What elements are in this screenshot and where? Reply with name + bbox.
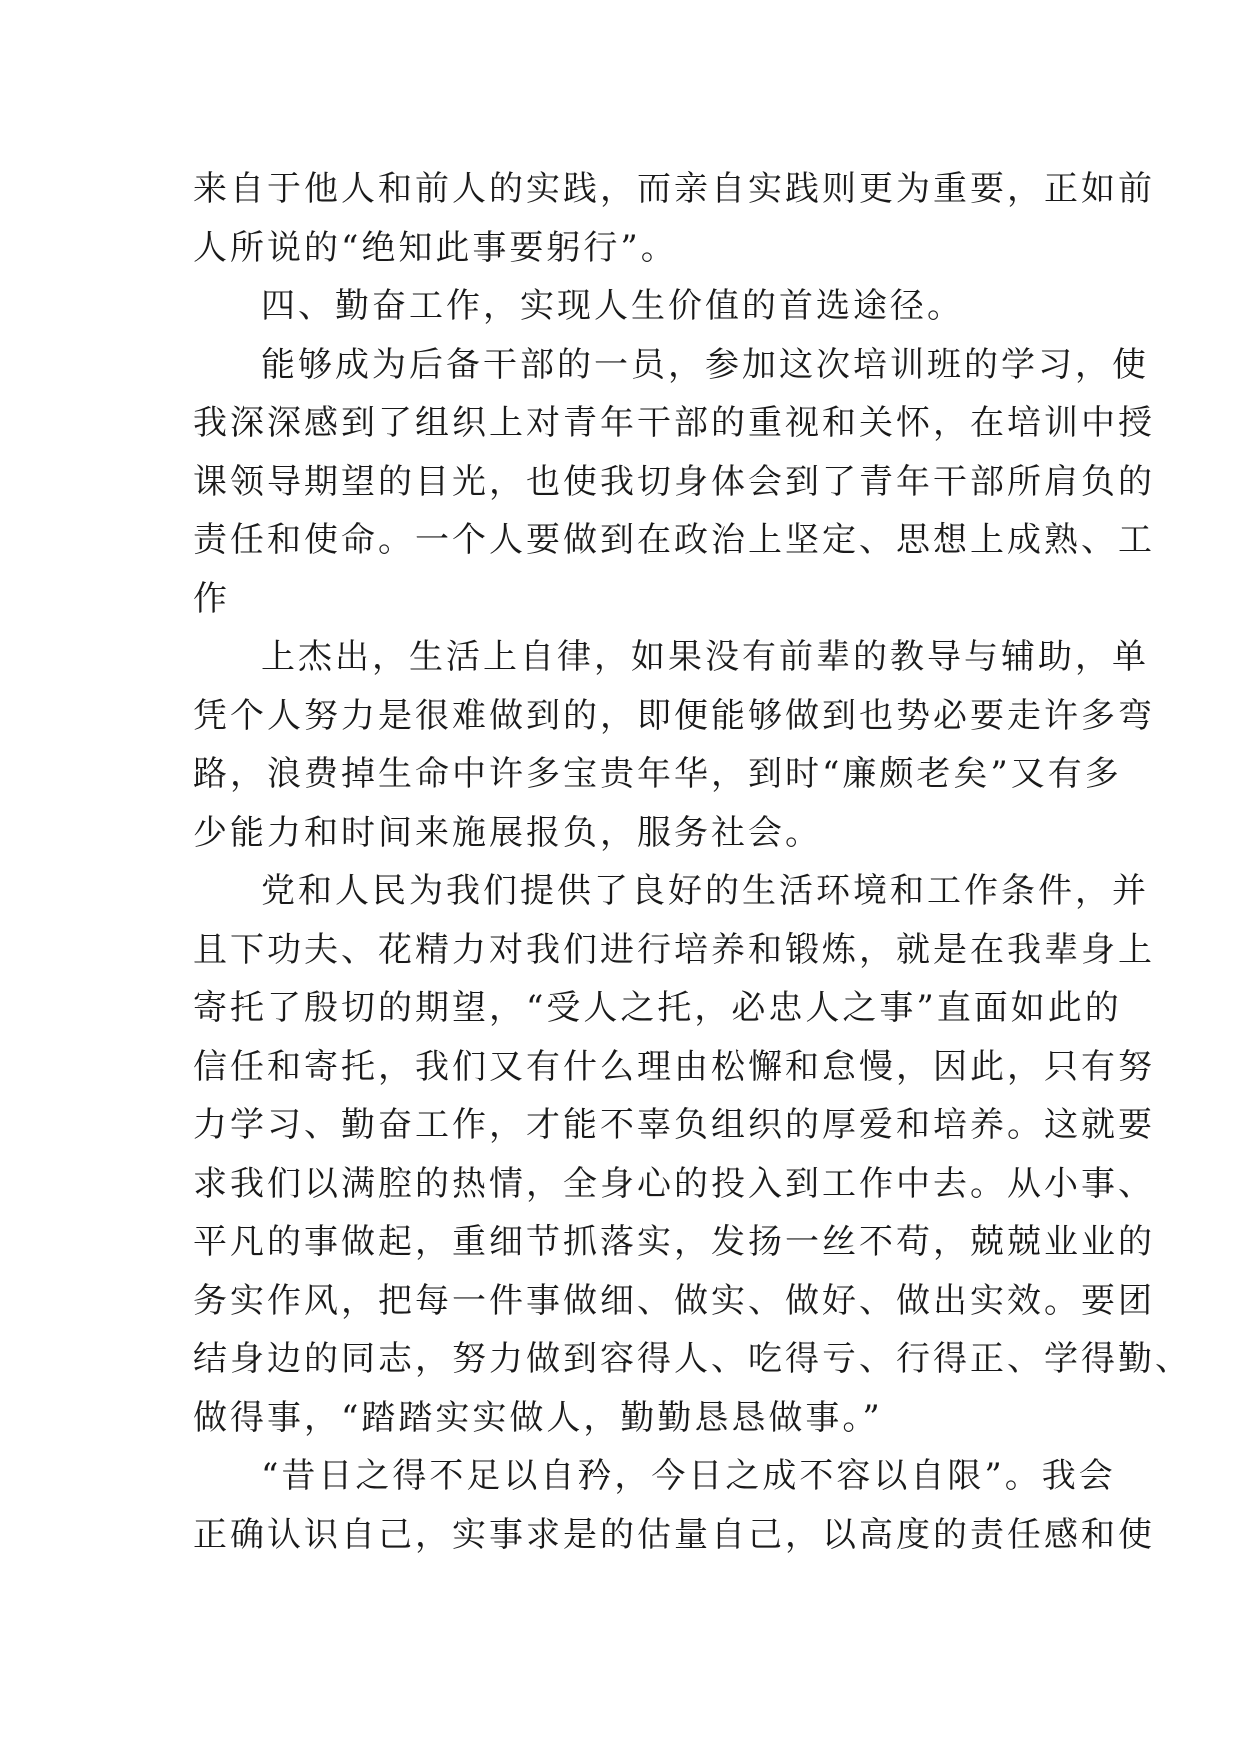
text-line: 课领导期望的目光，也使我切身体会到了青年干部所肩负的: [193, 461, 1155, 502]
text-line: 寄托了殷切的期望，“受人之托，必忠人之事”直面如此的: [193, 988, 1122, 1028]
text-line: 且下功夫、花精力对我们进行培养和锻炼，就是在我辈身上: [193, 929, 1155, 970]
text-line: 作: [193, 578, 230, 619]
text-line: 人所说的“绝知此事要躬行”。: [193, 227, 678, 268]
text-line: 平凡的事做起，重细节抓落实，发扬一丝不苟，兢兢业业的: [193, 1222, 1155, 1262]
text-line: 党和人民为我们提供了良好的生活环境和工作条件，并: [261, 871, 1149, 911]
text-line: 做得事，“踏踏实实做人，勤勤恳恳做事。”: [193, 1397, 883, 1438]
text-line: 结身边的同志，努力做到容得人、吃得亏、行得正、学得勤、: [193, 1339, 1192, 1379]
text-line: “昔日之得不足以自矜，今日之成不容以自限”。我会: [261, 1456, 1116, 1496]
body-text: [193, 160, 1192, 1564]
text-line: 务实作风，把每一件事做细、做实、做好、做出实效。要团: [193, 1280, 1155, 1321]
text-line: 责任和使命。一个人要做到在政治上坚定、思想上成熟、工: [193, 520, 1155, 560]
text-line: 信任和寄托，我们又有什么理由松懈和怠慢，因此，只有努: [193, 1046, 1155, 1087]
text-line: 少能力和时间来施展报负，服务社会。: [193, 812, 822, 853]
text-line: 上杰出，生活上自律，如果没有前辈的教导与辅助，单: [261, 637, 1149, 677]
text-line: 来自于他人和前人的实践，而亲自实践则更为重要，正如前: [193, 169, 1155, 209]
section-heading: 四、勤奋工作，实现人生价值的首选途径。: [261, 286, 964, 326]
text-line: 正确认识自己，实事求是的估量自己，以高度的责任感和使: [193, 1514, 1155, 1555]
text-line: 求我们以满腔的热情，全身心的投入到工作中去。从小事、: [193, 1163, 1155, 1204]
text-line: 凭个人努力是很难做到的，即便能够做到也势必要走许多弯: [193, 695, 1155, 736]
text-line: 能够成为后备干部的一员，参加这次培训班的学习，使: [261, 344, 1149, 385]
text-line: 路，浪费掉生命中许多宝贵年华，到时“廉颇老矣”又有多: [193, 754, 1122, 794]
text-line: 力学习、勤奋工作，才能不辜负组织的厚爱和培养。这就要: [193, 1105, 1155, 1145]
text-line: 我深深感到了组织上对青年干部的重视和关怀，在培训中授: [193, 403, 1155, 443]
